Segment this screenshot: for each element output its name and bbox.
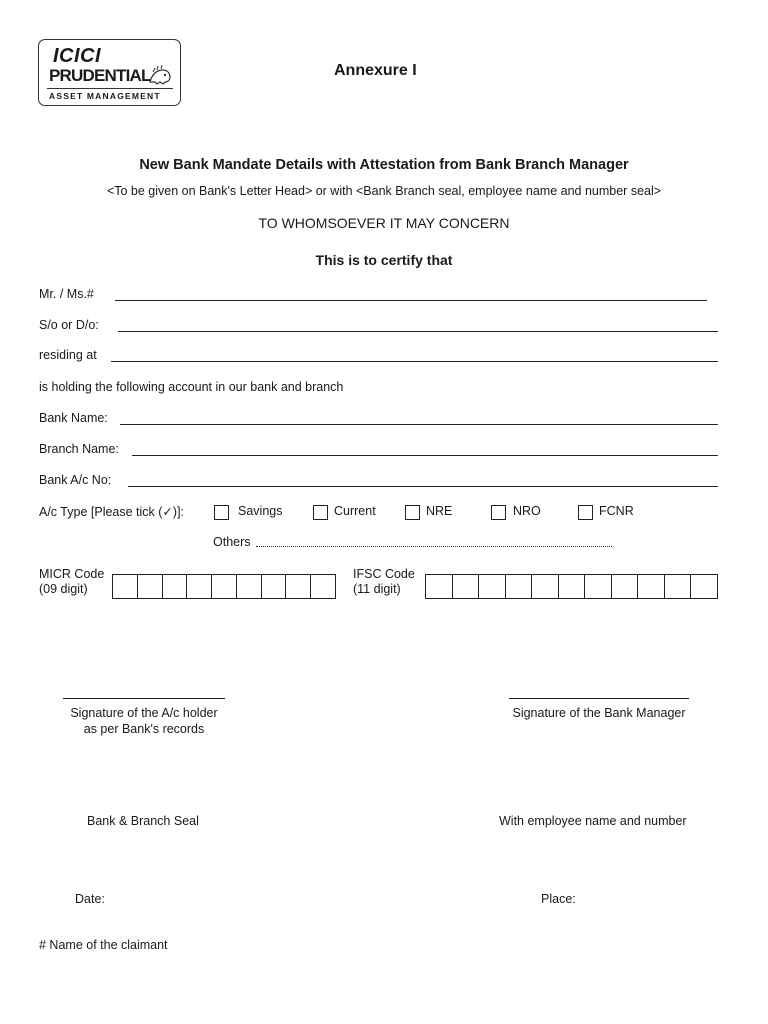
document-subheading: <To be given on Bank's Letter Head> or with <Bank Branch seal, employee name and number seal> (106, 184, 662, 198)
savings-option-label: Savings (238, 504, 283, 518)
ifsc-digit-cell[interactable] (453, 575, 480, 598)
holding-statement: is holding the following account in our bank and branch (39, 380, 344, 394)
micr-digit-cell[interactable] (237, 575, 262, 598)
account-no-label: Bank A/c No: (39, 473, 112, 487)
ifsc-digit-cell[interactable] (638, 575, 665, 598)
relation-field[interactable] (118, 331, 718, 332)
ifsc-label-line2: (11 digit) (353, 582, 401, 596)
certify-line: This is to certify that (315, 252, 453, 268)
holder-signature-caption-line1: Signature of the A/c holder (70, 706, 218, 720)
ifsc-digit-cell[interactable] (506, 575, 533, 598)
micr-digit-cell[interactable] (212, 575, 237, 598)
holder-signature-caption-line2: as per Bank's records (83, 722, 205, 736)
micr-label-line1: MICR Code (39, 567, 105, 581)
others-label: Others (213, 535, 251, 549)
ifsc-digit-cell[interactable] (665, 575, 692, 598)
current-checkbox[interactable] (313, 505, 328, 520)
date-label: Date: (75, 892, 105, 906)
bank-branch-seal-label: Bank & Branch Seal (87, 814, 199, 828)
footnote: # Name of the claimant (39, 938, 168, 952)
fcnr-option-label: FCNR (599, 504, 634, 518)
micr-digit-cell[interactable] (286, 575, 311, 598)
micr-label (39, 567, 104, 597)
annexure-title: Annexure I (334, 62, 417, 79)
ifsc-digit-cell[interactable] (532, 575, 559, 598)
ifsc-code-input[interactable] (425, 574, 718, 599)
employee-seal-label: With employee name and number (499, 814, 687, 828)
name-label: Mr. / Ms.# (39, 287, 94, 301)
company-logo (38, 39, 181, 106)
logo-icici-text: ICICI (53, 45, 102, 67)
branch-name-field[interactable] (132, 455, 718, 456)
lion-emblem-icon (147, 64, 173, 86)
account-no-field[interactable] (128, 486, 718, 487)
bank-name-label: Bank Name: (39, 411, 108, 425)
relation-label: S/o or D/o: (39, 318, 99, 332)
micr-label-line2: (09 digit) (39, 582, 88, 596)
concern-line: TO WHOMSOEVER IT MAY CONCERN (258, 215, 510, 231)
nro-checkbox[interactable] (491, 505, 506, 520)
micr-digit-cell[interactable] (138, 575, 163, 598)
ifsc-digit-cell[interactable] (585, 575, 612, 598)
micr-digit-cell[interactable] (311, 575, 335, 598)
manager-signature-caption: Signature of the Bank Manager (512, 706, 686, 720)
ifsc-label (353, 567, 415, 597)
logo-prudential-text: PRUDENTIAL (49, 66, 151, 85)
ifsc-digit-cell[interactable] (426, 575, 453, 598)
micr-digit-cell[interactable] (163, 575, 188, 598)
nre-option-label: NRE (426, 504, 453, 518)
nro-option-label: NRO (513, 504, 541, 518)
nre-checkbox[interactable] (405, 505, 420, 520)
micr-digit-cell[interactable] (187, 575, 212, 598)
holder-signature-caption (44, 705, 244, 737)
ifsc-label-line1: IFSC Code (353, 567, 415, 581)
residing-field[interactable] (111, 361, 718, 362)
ifsc-digit-cell[interactable] (612, 575, 639, 598)
name-field[interactable] (115, 300, 707, 301)
residing-label: residing at (39, 348, 97, 362)
logo-divider (47, 88, 173, 89)
ifsc-digit-cell[interactable] (691, 575, 717, 598)
savings-checkbox[interactable] (214, 505, 229, 520)
ifsc-digit-cell[interactable] (559, 575, 586, 598)
account-type-label: A/c Type [Please tick (✓)]: (39, 505, 185, 519)
micr-digit-cell[interactable] (113, 575, 138, 598)
place-label: Place: (541, 892, 576, 906)
document-heading: New Bank Mandate Details with Attestation from Bank Branch Manager (139, 157, 629, 173)
holder-signature-line[interactable] (63, 698, 225, 699)
logo-asset-management-text: ASSET MANAGEMENT (49, 91, 161, 101)
bank-name-field[interactable] (120, 424, 718, 425)
branch-name-label: Branch Name: (39, 442, 119, 456)
current-option-label: Current (334, 504, 376, 518)
ifsc-digit-cell[interactable] (479, 575, 506, 598)
fcnr-checkbox[interactable] (578, 505, 593, 520)
micr-code-input[interactable] (112, 574, 336, 599)
manager-signature-line[interactable] (509, 698, 689, 699)
micr-digit-cell[interactable] (262, 575, 287, 598)
others-field[interactable] (256, 546, 612, 547)
